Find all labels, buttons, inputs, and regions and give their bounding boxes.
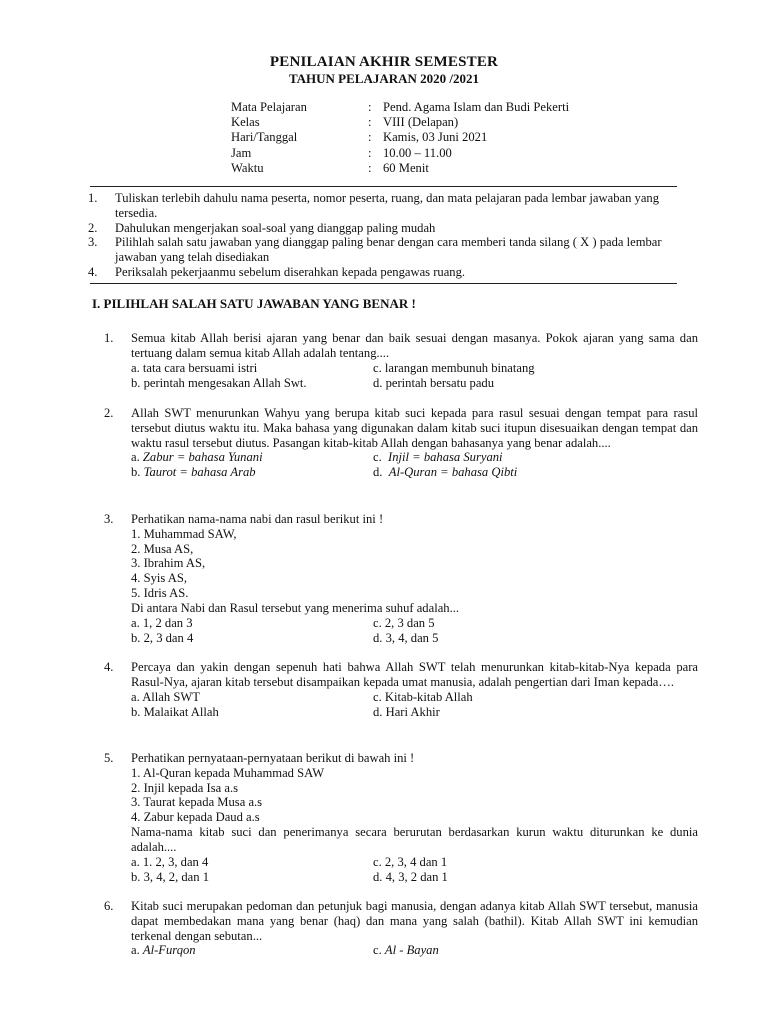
option-b: b. 3, 4, 2, dan 1 bbox=[131, 869, 210, 884]
option-text: Al - Bayan bbox=[384, 943, 439, 958]
instruction-number: 1. bbox=[88, 191, 98, 205]
option-prefix: c. bbox=[373, 943, 382, 958]
list-item: 2. Musa AS, bbox=[131, 541, 194, 556]
question-5 bbox=[104, 751, 698, 885]
instructions-list bbox=[88, 191, 688, 280]
option-d bbox=[373, 465, 517, 480]
info-value: 10.00 – 11.00 bbox=[383, 145, 452, 160]
question-number: 5. bbox=[104, 751, 114, 765]
question-text-2: Di antara Nabi dan Rasul tersebut yang menerima suhuf adalah... bbox=[131, 600, 460, 615]
list-item: 1. Muhammad SAW, bbox=[131, 526, 237, 541]
info-label: Jam bbox=[231, 145, 252, 160]
option-c bbox=[373, 943, 439, 958]
option-prefix: a. bbox=[131, 943, 140, 958]
info-label: Hari/Tanggal bbox=[231, 130, 298, 145]
option-row bbox=[131, 943, 698, 958]
question-list bbox=[131, 766, 698, 825]
option-row bbox=[131, 465, 698, 480]
option-row bbox=[131, 361, 698, 376]
question-number: 4. bbox=[104, 660, 114, 674]
info-value: Kamis, 03 Juni 2021 bbox=[383, 130, 488, 145]
option-b: b. 2, 3 dan 4 bbox=[131, 630, 194, 645]
question-list bbox=[131, 527, 698, 601]
question-text: Perhatikan nama-nama nabi dan rasul berikut ini ! bbox=[131, 512, 384, 526]
section-heading: I. PILIHLAH SALAH SATU JAWABAN YANG BENAR ! bbox=[92, 296, 416, 311]
instruction-number: 4. bbox=[88, 264, 98, 279]
option-row bbox=[131, 376, 698, 391]
list-item: 5. Idris AS. bbox=[131, 585, 189, 600]
info-row bbox=[231, 115, 569, 130]
question-2 bbox=[104, 406, 698, 480]
option-text: Zabur = bahasa Yunani bbox=[142, 450, 263, 465]
info-row bbox=[231, 161, 569, 176]
instruction-text: Periksalah pekerjaanmu sebelum diserahkan kepada pengawas ruang. bbox=[115, 264, 466, 279]
instruction-item bbox=[88, 265, 688, 280]
option-prefix: c. bbox=[373, 450, 382, 465]
info-value: VIII (Delapan) bbox=[383, 115, 459, 130]
option-d: d. perintah bersatu padu bbox=[373, 375, 494, 390]
info-value: Pend. Agama Islam dan Budi Pekerti bbox=[383, 100, 570, 114]
instruction-item bbox=[88, 235, 688, 265]
question-6 bbox=[104, 899, 698, 958]
option-d: d. 4, 3, 2 dan 1 bbox=[373, 869, 448, 884]
option-b bbox=[131, 465, 256, 480]
info-colon: : bbox=[368, 160, 372, 175]
option-text: Injil = bahasa Suryani bbox=[388, 450, 503, 465]
option-c: c. Kitab-kitab Allah bbox=[373, 689, 473, 704]
option-a: a. 1. 2, 3, dan 4 bbox=[131, 854, 209, 869]
option-text: Taurot = bahasa Arab bbox=[143, 465, 256, 480]
info-colon: : bbox=[368, 145, 372, 160]
info-row bbox=[231, 100, 569, 115]
option-b: b. perintah mengesakan Allah Swt. bbox=[131, 375, 307, 390]
instruction-number: 3. bbox=[88, 235, 98, 250]
question-number: 3. bbox=[104, 512, 114, 526]
option-d: d. 3, 4, dan 5 bbox=[373, 630, 439, 645]
instruction-text: Pilihlah salah satu jawaban yang dianggap paling benar dengan cara memberi tanda silang ( X ) pada lembar jawaban yang telah disediakan bbox=[115, 235, 662, 265]
list-item: 3. Taurat kepada Musa a.s bbox=[131, 795, 263, 810]
info-row bbox=[231, 130, 569, 145]
instruction-text: Tuliskan terlebih dahulu nama peserta, nomor peserta, ruang, dan mata pelajaran pada lembar jawaban yang tersedia. bbox=[115, 191, 660, 220]
option-c: c. 2, 3 dan 5 bbox=[373, 615, 435, 630]
option-d: d. Hari Akhir bbox=[373, 704, 440, 719]
question-text: Semua kitab Allah berisi ajaran yang benar dan baik sesuai dengan masanya. Pokok ajaran yang sama dan tertuang dalam semua kitab Allah adalah tentang.... bbox=[131, 331, 698, 360]
info-label: Waktu bbox=[231, 160, 264, 175]
list-item: 2. Injil kepada Isa a.s bbox=[131, 780, 239, 795]
question-4 bbox=[104, 660, 698, 720]
question-3 bbox=[104, 512, 698, 646]
option-a bbox=[131, 943, 196, 958]
option-prefix: d. bbox=[373, 465, 383, 480]
instruction-item bbox=[88, 221, 688, 236]
option-row bbox=[131, 855, 698, 870]
list-item: 3. Ibrahim AS, bbox=[131, 556, 206, 571]
info-row bbox=[231, 146, 569, 161]
option-text: Al-Furqon bbox=[142, 943, 196, 958]
option-a bbox=[131, 450, 263, 465]
option-row bbox=[131, 631, 698, 646]
info-colon: : bbox=[368, 100, 372, 114]
question-number: 6. bbox=[104, 899, 114, 913]
question-text-2: Nama-nama kitab suci dan penerimanya secara berurutan berdasarkan kurun waktu diturunkan ke dunia adalah.... bbox=[131, 824, 698, 854]
option-c: c. 2, 3, 4 dan 1 bbox=[373, 854, 448, 869]
question-text: Kitab suci merupakan pedoman dan petunjuk bagi manusia, dengan adanya kitab Allah SWT tersebut, manusia dapat membedakan mana yang benar (haq) dan mana yang salah (bathil). Kitab Allah SWT ini kemudian terkenal dengan sebutan... bbox=[131, 899, 698, 943]
info-colon: : bbox=[368, 115, 372, 130]
option-prefix: b. bbox=[131, 465, 141, 480]
question-number: 2. bbox=[104, 406, 114, 420]
option-row bbox=[131, 690, 698, 705]
option-row bbox=[131, 450, 698, 465]
exam-title: PENILAIAN AKHIR SEMESTER bbox=[269, 54, 499, 70]
option-a: a. Allah SWT bbox=[131, 689, 200, 704]
divider-bottom bbox=[90, 283, 677, 284]
question-text: Perhatikan pernyataan-pernyataan berikut di bawah ini ! bbox=[131, 751, 415, 765]
info-value: 60 Menit bbox=[383, 160, 429, 175]
option-a: a. 1, 2 dan 3 bbox=[131, 615, 193, 630]
option-text: Al-Quran = bahasa Qibti bbox=[388, 465, 518, 480]
instruction-item bbox=[88, 191, 688, 221]
instruction-text: Dahulukan mengerjakan soal-soal yang dianggap paling mudah bbox=[115, 220, 436, 235]
exam-info-table bbox=[231, 100, 569, 176]
question-text: Allah SWT menurunkan Wahyu yang berupa kitab suci kepada para rasul sesuai dengan tempat para rasul tersebut diutus waktu itu. Maka bahasa yang digunakan dalam kitab suci itupun disesuaikan dengan tempat dan waktu rasul tersebut diutus. Pasangan kitab-kitab Allah dengan bahasanya yang benar adalah.... bbox=[131, 406, 698, 450]
list-item: 1. Al-Quran kepada Muhammad SAW bbox=[131, 765, 325, 780]
info-colon: : bbox=[368, 130, 372, 145]
option-row bbox=[131, 616, 698, 631]
option-c: c. larangan membunuh binatang bbox=[373, 360, 535, 375]
instruction-number: 2. bbox=[88, 220, 98, 235]
option-row bbox=[131, 870, 698, 885]
exam-subtitle: TAHUN PELAJARAN 2020 /2021 bbox=[288, 71, 480, 86]
question-text: Percaya dan yakin dengan sepenuh hati bahwa Allah SWT telah menurunkan kitab-kitab-Nya kepada para Rasul-Nya, ajaran kitab tersebut disampaikan kepada umat manusia, adalah pengertian dari Iman kepada…. bbox=[131, 660, 698, 689]
option-b: b. Malaikat Allah bbox=[131, 704, 219, 719]
divider-top bbox=[90, 186, 677, 187]
question-1 bbox=[104, 331, 698, 391]
info-label: Kelas bbox=[231, 115, 260, 130]
option-row bbox=[131, 705, 698, 720]
option-a: a. tata cara bersuami istri bbox=[131, 360, 258, 375]
list-item: 4. Zabur kepada Daud a.s bbox=[131, 810, 260, 825]
option-c bbox=[373, 450, 503, 465]
info-label: Mata Pelajaran bbox=[231, 100, 307, 114]
question-number: 1. bbox=[104, 331, 114, 345]
option-prefix: a. bbox=[131, 450, 140, 465]
list-item: 4. Syis AS, bbox=[131, 571, 187, 586]
